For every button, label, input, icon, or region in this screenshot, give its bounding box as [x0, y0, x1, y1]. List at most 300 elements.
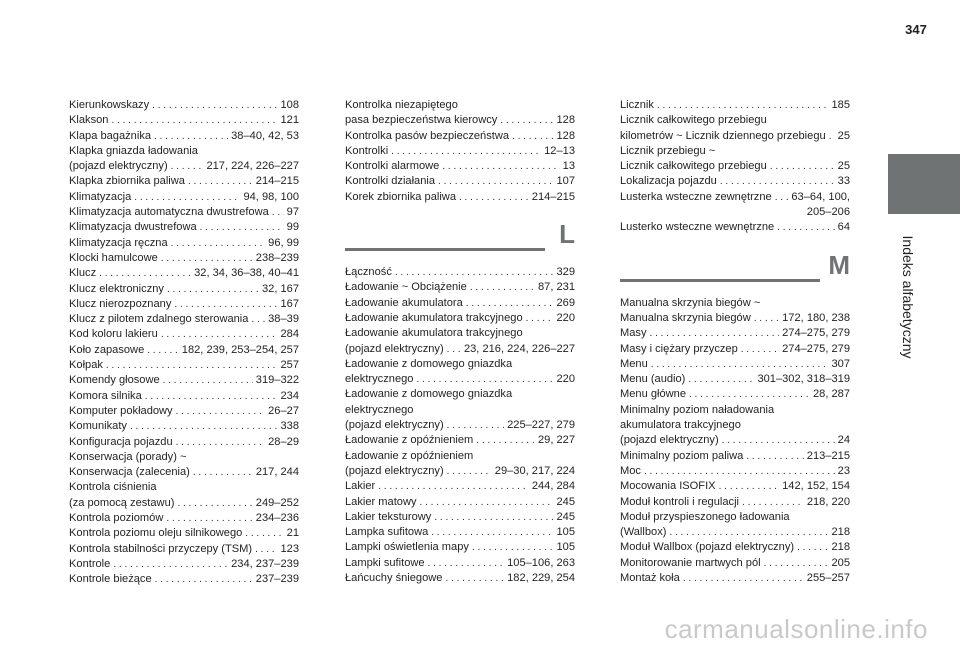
index-entry-pages: 26–27 [268, 404, 299, 417]
index-entry-label: Łączność [345, 266, 392, 279]
index-entry-pages: 128 [556, 129, 575, 142]
index-entry [69, 327, 299, 342]
index-entry-label: Menu (audio) [620, 373, 686, 386]
index-entry [69, 373, 299, 388]
index-entry [69, 419, 299, 434]
index-entry [345, 525, 575, 540]
index-entry-pages: 105 [556, 526, 575, 539]
index-entry [345, 129, 575, 144]
index-entry-pages: 32, 34, 36–38, 40–41 [194, 267, 299, 280]
index-entry [69, 557, 299, 572]
index-entry-label: Lampki oświetlenia mapy [345, 541, 469, 554]
index-entry-label: (pojazd elektryczny) [345, 342, 444, 355]
letter-section-header [620, 250, 850, 296]
dot-leader [447, 342, 461, 357]
index-entry-pages: 29–30, 217, 224 [494, 464, 575, 477]
dot-leader [669, 525, 828, 540]
index-entry [345, 311, 575, 326]
dot-leader [754, 311, 779, 326]
index-entry-pages: 182, 229, 254 [507, 572, 575, 585]
dot-leader [188, 174, 253, 189]
index-entry-pages: 218 [831, 526, 850, 539]
index-entry [69, 282, 299, 297]
index-entry-pages: 105–106, 263 [507, 556, 575, 569]
dot-leader [171, 236, 266, 251]
index-entry-text: Licznik przebiegu ~ [620, 144, 716, 157]
index-entry [69, 98, 299, 113]
dot-leader [176, 435, 266, 450]
index-entry [69, 526, 299, 541]
index-column-2 [345, 98, 575, 586]
index-entry [345, 418, 575, 433]
index-entry-label: Korek zbiornika paliwa [345, 190, 456, 203]
dot-leader [431, 525, 553, 540]
dot-leader [166, 511, 252, 526]
index-entry-label: Masy i ciężary przyczep [620, 342, 738, 355]
section-tab [888, 154, 960, 214]
index-entry-label: Klapka zbiornika paliwa [69, 175, 185, 188]
index-entry-label: (pojazd elektryczny) [345, 419, 444, 432]
index-entry-pages: 307 [831, 357, 850, 370]
dot-leader [459, 190, 529, 205]
section-title-text: Indeks alfabetyczny [900, 235, 916, 359]
index-entry-pages: 245 [556, 495, 575, 508]
index-entry-label: Lakier matowy [345, 495, 417, 508]
index-entry-pages: 97 [286, 206, 299, 219]
index-entry-pages: 319–322 [255, 374, 299, 387]
dot-leader [161, 327, 278, 342]
index-entry-pages: 105 [556, 541, 575, 554]
dot-leader [99, 266, 191, 281]
index-entry-label: Klakson [69, 114, 109, 127]
index-entry [620, 449, 850, 464]
index-entry-label: Menu [620, 357, 648, 370]
index-entry-text: Licznik całkowitego przebiegu [620, 114, 767, 127]
index-entry-pages: 29, 227 [537, 434, 575, 447]
index-entry [345, 113, 575, 128]
index-entry [345, 479, 575, 494]
index-entry-text: Klapka gniazda ładowania [69, 144, 198, 157]
index-entry [69, 511, 299, 526]
index-entry [620, 159, 850, 174]
section-divider [620, 279, 820, 282]
index-entry-label: Kontrola poziomu oleju silnikowego [69, 527, 243, 540]
dot-leader [438, 174, 553, 189]
index-entry-pages: 274–275, 279 [782, 327, 850, 340]
index-entry [69, 129, 299, 144]
index-entry-label: Moc [620, 464, 641, 477]
index-entry-label: Licznik całkowitego przebiegu [620, 160, 767, 173]
index-entry [620, 342, 850, 357]
index-entry-pages: 23, 216, 224, 226–227 [463, 342, 575, 355]
index-entry-pages: 214–215 [531, 190, 575, 203]
index-entry-pages: 167 [280, 297, 299, 310]
index-entry [345, 495, 575, 510]
index-entry-text: Ładowanie akumulatora trakcyjnego [345, 327, 523, 340]
index-entry-label: Kołpak [69, 359, 103, 372]
dot-leader [770, 159, 835, 174]
index-entry-label: Komendy głosowe [69, 374, 160, 387]
dot-leader [174, 297, 277, 312]
dot-leader [176, 404, 266, 419]
index-entry-label: Kontrolki działania [345, 175, 436, 188]
index-entry-label: Menu główne [620, 388, 686, 401]
index-entry-continuation: 205–206 [806, 206, 850, 219]
dot-leader [719, 479, 780, 494]
index-entry [620, 495, 850, 510]
index-entry-label: Konfiguracja pojazdu [69, 435, 173, 448]
dot-leader [145, 389, 278, 404]
index-entry-pages: 13 [562, 160, 575, 173]
letter-section-header [345, 219, 575, 265]
index-entry-label: Minimalny poziom paliwa [620, 449, 744, 462]
index-entry-pages: 249–252 [255, 496, 299, 509]
index-entry-label: (pojazd elektryczny) [69, 160, 168, 173]
dot-leader [472, 540, 554, 555]
index-entry-pages: 329 [556, 266, 575, 279]
dot-leader [272, 205, 284, 220]
index-entry [620, 372, 850, 387]
index-entry-label: Montaż koła [620, 572, 680, 585]
dot-leader [391, 144, 541, 159]
index-entry-pages: 108 [280, 99, 299, 111]
index-entry [69, 266, 299, 281]
index-entry-pages: 123 [280, 542, 299, 555]
index-entry [345, 510, 575, 525]
index-entry-text: Minimalny poziom naładowania [620, 403, 775, 416]
dot-leader [200, 220, 284, 235]
index-entry-label: Kontrole bieżące [69, 573, 152, 586]
index-entry [69, 113, 299, 128]
index-entry [345, 190, 575, 205]
index-entry-label: (Wallbox) [620, 526, 667, 539]
index-entry-label: Klimatyzacja automatyczna dwustrefowa [69, 206, 269, 219]
section-divider [345, 248, 545, 251]
index-entry-label: Komputer pokładowy [69, 404, 173, 417]
index-entry [69, 465, 299, 480]
index-entry-label: Lokalizacja pojazdu [620, 175, 717, 188]
dot-leader [130, 419, 278, 434]
index-entry-label: Klimatyzacja [69, 190, 132, 203]
dot-leader [644, 464, 835, 479]
dot-leader [155, 572, 253, 587]
index-entry-label: Lusterka wsteczne zewnętrzne [620, 190, 772, 203]
dot-leader [746, 449, 803, 464]
dot-leader [442, 159, 559, 174]
dot-leader [251, 312, 265, 327]
index-entry-pages: 87, 231 [537, 281, 575, 294]
index-entry [69, 205, 299, 220]
index-entry [69, 220, 299, 235]
dot-leader [512, 129, 553, 144]
index-entry-label: Koło zapasowe [69, 343, 145, 356]
index-entry-label: pasa bezpieczeństwa kierowcy [345, 114, 498, 127]
index-entry-pages: 107 [556, 175, 575, 188]
index-entry-pages: 217, 244 [255, 466, 299, 479]
index-entry [69, 389, 299, 404]
dot-leader [245, 526, 283, 541]
index-entry-label: Kontrola poziomów [69, 512, 164, 525]
dot-leader [777, 220, 835, 235]
index-entry [620, 220, 850, 235]
dot-leader [526, 311, 554, 326]
index-entry [620, 326, 850, 341]
index-entry-pages: 25 [837, 129, 850, 142]
index-entry-pages: 237–239 [255, 573, 299, 586]
dot-leader [470, 280, 535, 295]
index-entry-pages: 21 [286, 527, 299, 540]
index-entry-pages: 214–215 [255, 175, 299, 188]
index-column-1 [69, 98, 299, 588]
index-entry [620, 571, 850, 586]
index-entry [69, 404, 299, 419]
dot-leader [797, 540, 828, 555]
dot-leader [171, 159, 204, 174]
index-entry [345, 540, 575, 555]
index-entry-pages: 225–227, 279 [507, 419, 575, 432]
index-entry [345, 280, 575, 295]
dot-leader [466, 296, 554, 311]
index-entry [620, 357, 850, 372]
index-entry [620, 174, 850, 189]
index-entry [345, 433, 575, 448]
index-entry-label: Manualna skrzynia biegów [620, 311, 751, 324]
index-entry [345, 556, 575, 571]
index-entry [620, 129, 850, 144]
index-entry-pages: 234 [280, 389, 299, 402]
index-entry [620, 311, 850, 326]
index-entry-pages: 64 [837, 221, 850, 234]
dot-leader [177, 496, 252, 511]
index-entry-label: (pojazd elektryczny) [345, 464, 444, 477]
dot-leader [147, 343, 179, 358]
index-entry-pages: 28, 287 [812, 388, 850, 401]
index-entry-pages: 257 [280, 359, 299, 372]
index-entry-label: Mocowania ISOFIX [620, 480, 716, 493]
index-entry-pages: 28–29 [268, 435, 299, 448]
index-entry-pages: 63–64, 100, [791, 190, 850, 203]
index-entry [69, 435, 299, 450]
index-entry-label: Masy [620, 327, 647, 340]
page-number: 347 [905, 22, 927, 37]
index-entry-pages: 96, 99 [268, 236, 299, 249]
dot-leader [255, 542, 277, 557]
index-entry [69, 159, 299, 174]
index-entry-pages: 142, 152, 154 [782, 480, 850, 493]
index-entry [620, 190, 850, 205]
dot-leader [434, 510, 553, 525]
index-entry-label: Ładowanie ~ Obciążenie [345, 281, 467, 294]
dot-leader [651, 357, 829, 372]
dot-leader [689, 387, 810, 402]
index-entry-pages: 269 [556, 296, 575, 309]
dot-leader [683, 571, 804, 586]
dot-leader [163, 373, 253, 388]
dot-leader [193, 465, 253, 480]
index-entry-label: Ładowanie akumulatora [345, 296, 463, 309]
dot-leader [113, 557, 228, 572]
index-entry-pages: 238–239 [255, 251, 299, 264]
index-entry [69, 343, 299, 358]
index-entry-label: Kontrolki [345, 144, 389, 157]
index-entry-pages: 217, 224, 226–227 [206, 160, 299, 173]
index-entry [620, 525, 850, 540]
index-entry [620, 556, 850, 571]
index-entry-label: Konserwacja (zalecenia) [69, 466, 190, 479]
index-entry [69, 251, 299, 266]
index-entry-pages: 218 [831, 541, 850, 554]
index-entry-pages: 121 [280, 114, 299, 127]
index-entry-text: Kontrola ciśnienia [69, 481, 157, 494]
index-entry [345, 174, 575, 189]
index-entry-label: Klapa bagażnika [69, 129, 152, 142]
index-entry-label: Licznik [620, 99, 654, 111]
index-entry-pages: 234, 237–239 [231, 557, 299, 570]
index-entry-text: Konserwacja (porady) ~ [69, 450, 187, 463]
index-entry-label: Klucz elektroniczny [69, 282, 164, 295]
dot-leader [764, 556, 829, 571]
index-entry-label: Klimatyzacja dwustrefowa [69, 221, 197, 234]
index-entry [345, 265, 575, 280]
index-entry [69, 236, 299, 251]
dot-leader [445, 571, 504, 586]
index-entry-label: Lakier teksturowy [345, 510, 432, 523]
index-entry-text: Ładowanie z domowego gniazdka [345, 388, 513, 401]
index-entry [345, 159, 575, 174]
index-entry-label: (za pomocą zestawu) [69, 496, 175, 509]
index-entry-label: Klocki hamulcowe [69, 251, 158, 264]
index-entry-pages: 234–236 [255, 512, 299, 525]
index-entry-label: Kod koloru lakieru [69, 328, 158, 341]
index-entry-label: Kontrole [69, 557, 111, 570]
index-entry-text: Manualna skrzynia biegów ~ [620, 296, 761, 309]
index-entry-label: kilometrów ~ Licznik dziennego przebiegu [620, 129, 826, 142]
index-entry-pages: 12–13 [544, 144, 575, 157]
dot-leader [395, 265, 554, 280]
index-entry [69, 542, 299, 557]
index-entry-pages: 205 [831, 556, 850, 569]
index-entry [345, 372, 575, 387]
index-entry-pages: 218, 220 [806, 495, 850, 508]
index-entry-pages: 32, 167 [261, 282, 299, 295]
index-entry [620, 540, 850, 555]
index-entry-pages: 338 [280, 420, 299, 433]
index-entry-text: Kontrolka niezapiętego [345, 99, 458, 111]
index-entry-label: Komunikaty [69, 420, 127, 433]
index-entry-pages: 213–215 [806, 449, 850, 462]
index-entry-pages: 255–257 [806, 572, 850, 585]
index-entry-pages: 24 [837, 434, 850, 447]
dot-leader [722, 433, 835, 448]
dot-leader [154, 129, 228, 144]
index-entry-text: Ładowanie z domowego gniazdka [345, 357, 513, 370]
dot-leader [111, 113, 277, 128]
dot-leader [447, 418, 504, 433]
index-entry-pages: 128 [556, 114, 575, 127]
index-entry-pages: 38–39 [268, 313, 299, 326]
index-column-3 [620, 98, 850, 586]
index-entry [345, 342, 575, 357]
index-entry [620, 433, 850, 448]
dot-leader [420, 495, 554, 510]
index-entry-pages: 38–40, 42, 53 [231, 129, 299, 142]
dot-leader [741, 342, 779, 357]
index-entry-label: Kontrolka pasów bezpieczeństwa [345, 129, 510, 142]
index-entry-label: Kierunkowskazy [69, 99, 150, 111]
index-entry-label: Lampki sufitowe [345, 556, 425, 569]
index-entry-pages: 182, 239, 253–254, 257 [181, 343, 299, 356]
index-entry-label: Lusterko wsteczne wewnętrzne [620, 221, 775, 234]
index-entry-label: elektrycznego [345, 373, 414, 386]
index-entry [620, 464, 850, 479]
dot-leader [378, 479, 529, 494]
dot-leader [829, 129, 835, 144]
index-entry-label: Kontrolki alarmowe [345, 160, 440, 173]
index-entry-label: Klimatyzacja ręczna [69, 236, 168, 249]
index-entry [69, 297, 299, 312]
index-entry-label: Moduł Wallbox (pojazd elektryczny) [620, 541, 795, 554]
index-entry-pages: 301–302, 318–319 [757, 373, 850, 386]
dot-leader [476, 433, 535, 448]
dot-leader [657, 98, 829, 113]
dot-leader [688, 372, 754, 387]
index-entry-label: Klucz z pilotem zdalnego sterowania [69, 313, 249, 326]
watermark [0, 614, 960, 645]
dot-leader [167, 282, 259, 297]
index-entry-pages: 185 [831, 99, 850, 111]
dot-leader [416, 372, 553, 387]
index-entry-label: Klucz [69, 267, 97, 280]
index-entry-pages: 220 [556, 373, 575, 386]
section-title [888, 222, 928, 372]
index-entry-label: (pojazd elektryczny) [620, 434, 719, 447]
dot-leader [106, 358, 278, 373]
dot-leader [161, 251, 253, 266]
index-entry-pages: 274–275, 279 [782, 342, 850, 355]
index-entry-label: Ładowanie akumulatora trakcyjnego [345, 311, 523, 324]
index-entry-label: Ładowanie z opóźnieniem [345, 434, 474, 447]
index-entry [69, 572, 299, 587]
index-entry-pages: 245 [556, 510, 575, 523]
index-entry [345, 144, 575, 159]
index-entry-label: Kontrola stabilności przyczepy (TSM) [69, 542, 253, 555]
dot-leader [428, 556, 505, 571]
index-entry-label: Komora silnika [69, 389, 142, 402]
index-entry-label: Monitorowanie martwych pól [620, 556, 761, 569]
index-entry-pages: 99 [286, 221, 299, 234]
index-entry-pages: 244, 284 [531, 480, 575, 493]
index-entry [620, 98, 850, 113]
index-entry-label: Łańcuchy śniegowe [345, 572, 443, 585]
dot-leader [152, 98, 277, 113]
index-entry [620, 387, 850, 402]
index-entry [345, 464, 575, 479]
dot-leader [500, 113, 553, 128]
index-entry-pages: 284 [280, 328, 299, 341]
dot-leader [720, 174, 835, 189]
index-entry-pages: 172, 180, 238 [782, 311, 850, 324]
index-entry-pages: 23 [837, 464, 850, 477]
section-letter: M [828, 249, 850, 280]
dot-leader [134, 190, 240, 205]
index-entry-text: Moduł przyspieszonego ładowania [620, 510, 790, 523]
index-entry-label: Lakier [345, 480, 376, 493]
index-entry [69, 312, 299, 327]
index-entry-text: Ładowanie z opóźnieniem [345, 449, 474, 462]
index-entry [345, 296, 575, 311]
index-entry-text: akumulatora trakcyjnego [620, 419, 741, 432]
index-entry [69, 190, 299, 205]
